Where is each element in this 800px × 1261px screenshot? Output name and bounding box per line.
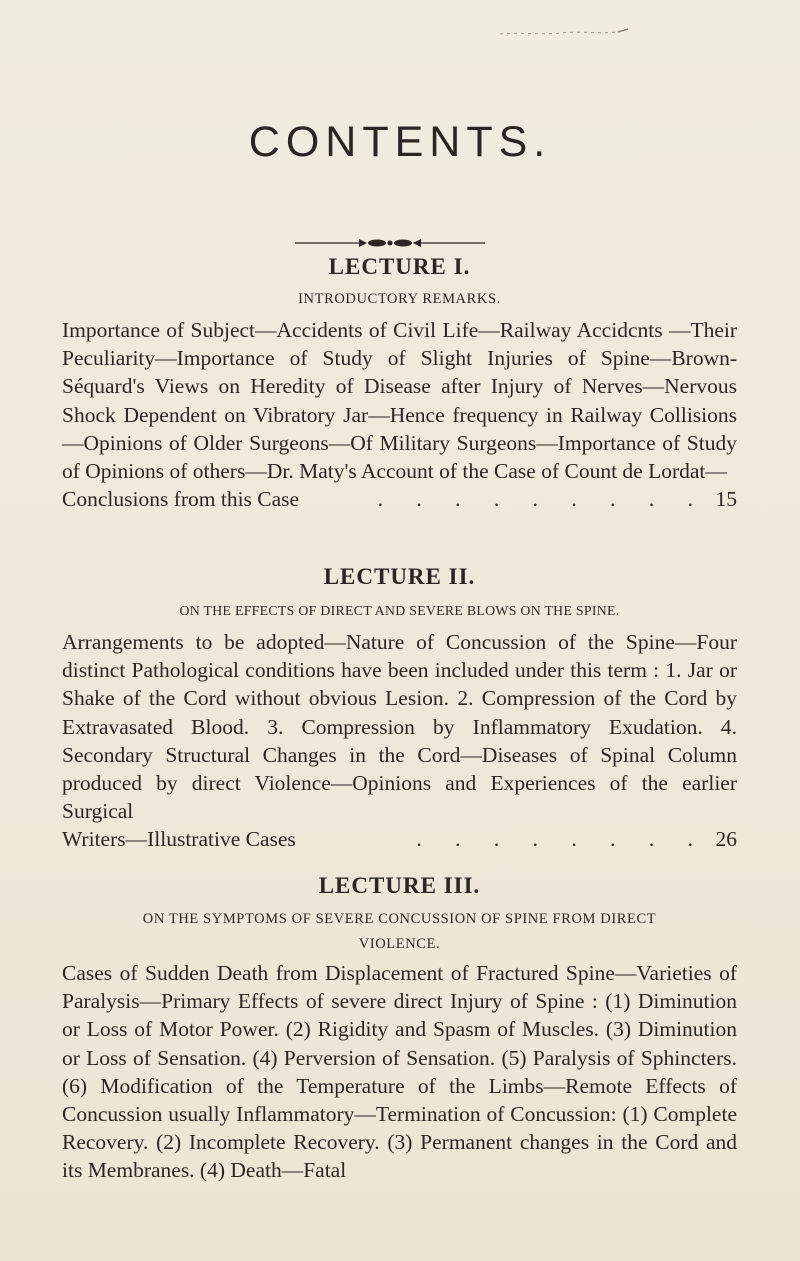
lecture-summary: Arrangements to be adopted—Nature of Concussion of the Spine—Four distinct Pathological conditions have been included under this term : 1. Jar or Shake of the Cord without obvious Lesion. 2. Compression of the Cord by Extravasated Blood. 3. Compression by Inflammatory Exudation. 4. Secondary Structural Changes in the Cord—Diseases of Spinal Column produced by direct Violence—Opinions and Experiences of the earlier Surgical xyxy=(62,630,737,824)
lecture-summary: Importance of Subject—Accidents of Civil Life—Railway Accidcnts —Their Peculiarity—Importance of Study of Slight Injuries of Spine—Brown-Séquard's Views on Heredity of Disease after Injury of Nerves—Nervous Shock Dependent on Vibratory Jar—Hence frequency in Railway Collisions—Opinions of Older Surgeons—Of Military Surgeons—Importance of Study of Opinions of others—Dr. Maty's Account of the Case of Count de Lordat— xyxy=(62,318,737,484)
lecture-heading: LECTURE II. xyxy=(323,564,476,589)
ornamental-rule xyxy=(295,237,485,249)
toc-entry-line xyxy=(62,485,737,513)
dot-leader: . . . . . . . . . xyxy=(377,487,707,512)
lecture-subheading: INTRODUCTORY REMARKS. xyxy=(298,291,501,307)
toc-entry-line xyxy=(62,825,737,853)
lecture-1 xyxy=(62,252,737,513)
toc-entry-text: Conclusions from this Case xyxy=(62,487,300,512)
page-title: CONTENTS. xyxy=(248,118,552,166)
lecture-subheading: ON THE SYMPTOMS OF SEVERE CONCUSSION OF SPINE FROM DIRECT VIOLENCE. xyxy=(142,911,657,952)
page-number: 26 xyxy=(715,827,737,852)
lecture-3 xyxy=(62,871,737,1185)
lecture-2 xyxy=(62,562,737,854)
dot-leader: . . . . . . . . xyxy=(416,827,707,852)
page-number: 15 xyxy=(715,487,737,512)
toc-entry-text: Writers—Illustrative Cases xyxy=(62,827,296,852)
lecture-heading: LECTURE III. xyxy=(318,873,481,898)
top-edge-mark xyxy=(500,26,630,38)
lecture-summary: Cases of Sudden Death from Displacement of Fractured Spine—Varieties of Paralysis—Primary Effects of severe direct Injury of Spine : (1) Diminution or Loss of Motor Power. (2) Rigidity and Spasm of Muscles. (3) Diminution or Loss of Sensation. (4) Perversion of Sensation. (5) Paralysis of Sphincters. (6) Modification of the Temperature of the Limbs—Remote Effects of Concussion usually Inflammatory—Termination of Concussion: (1) Complete Recovery. (2) Incomplete Recovery. (3) Permanent changes in the Cord and its Membranes. (4) Death—Fatal xyxy=(62,961,737,1183)
lecture-heading: LECTURE I. xyxy=(328,254,471,279)
lecture-subheading: ON THE EFFECTS OF DIRECT AND SEVERE BLOWS ON THE SPINE. xyxy=(179,603,620,618)
